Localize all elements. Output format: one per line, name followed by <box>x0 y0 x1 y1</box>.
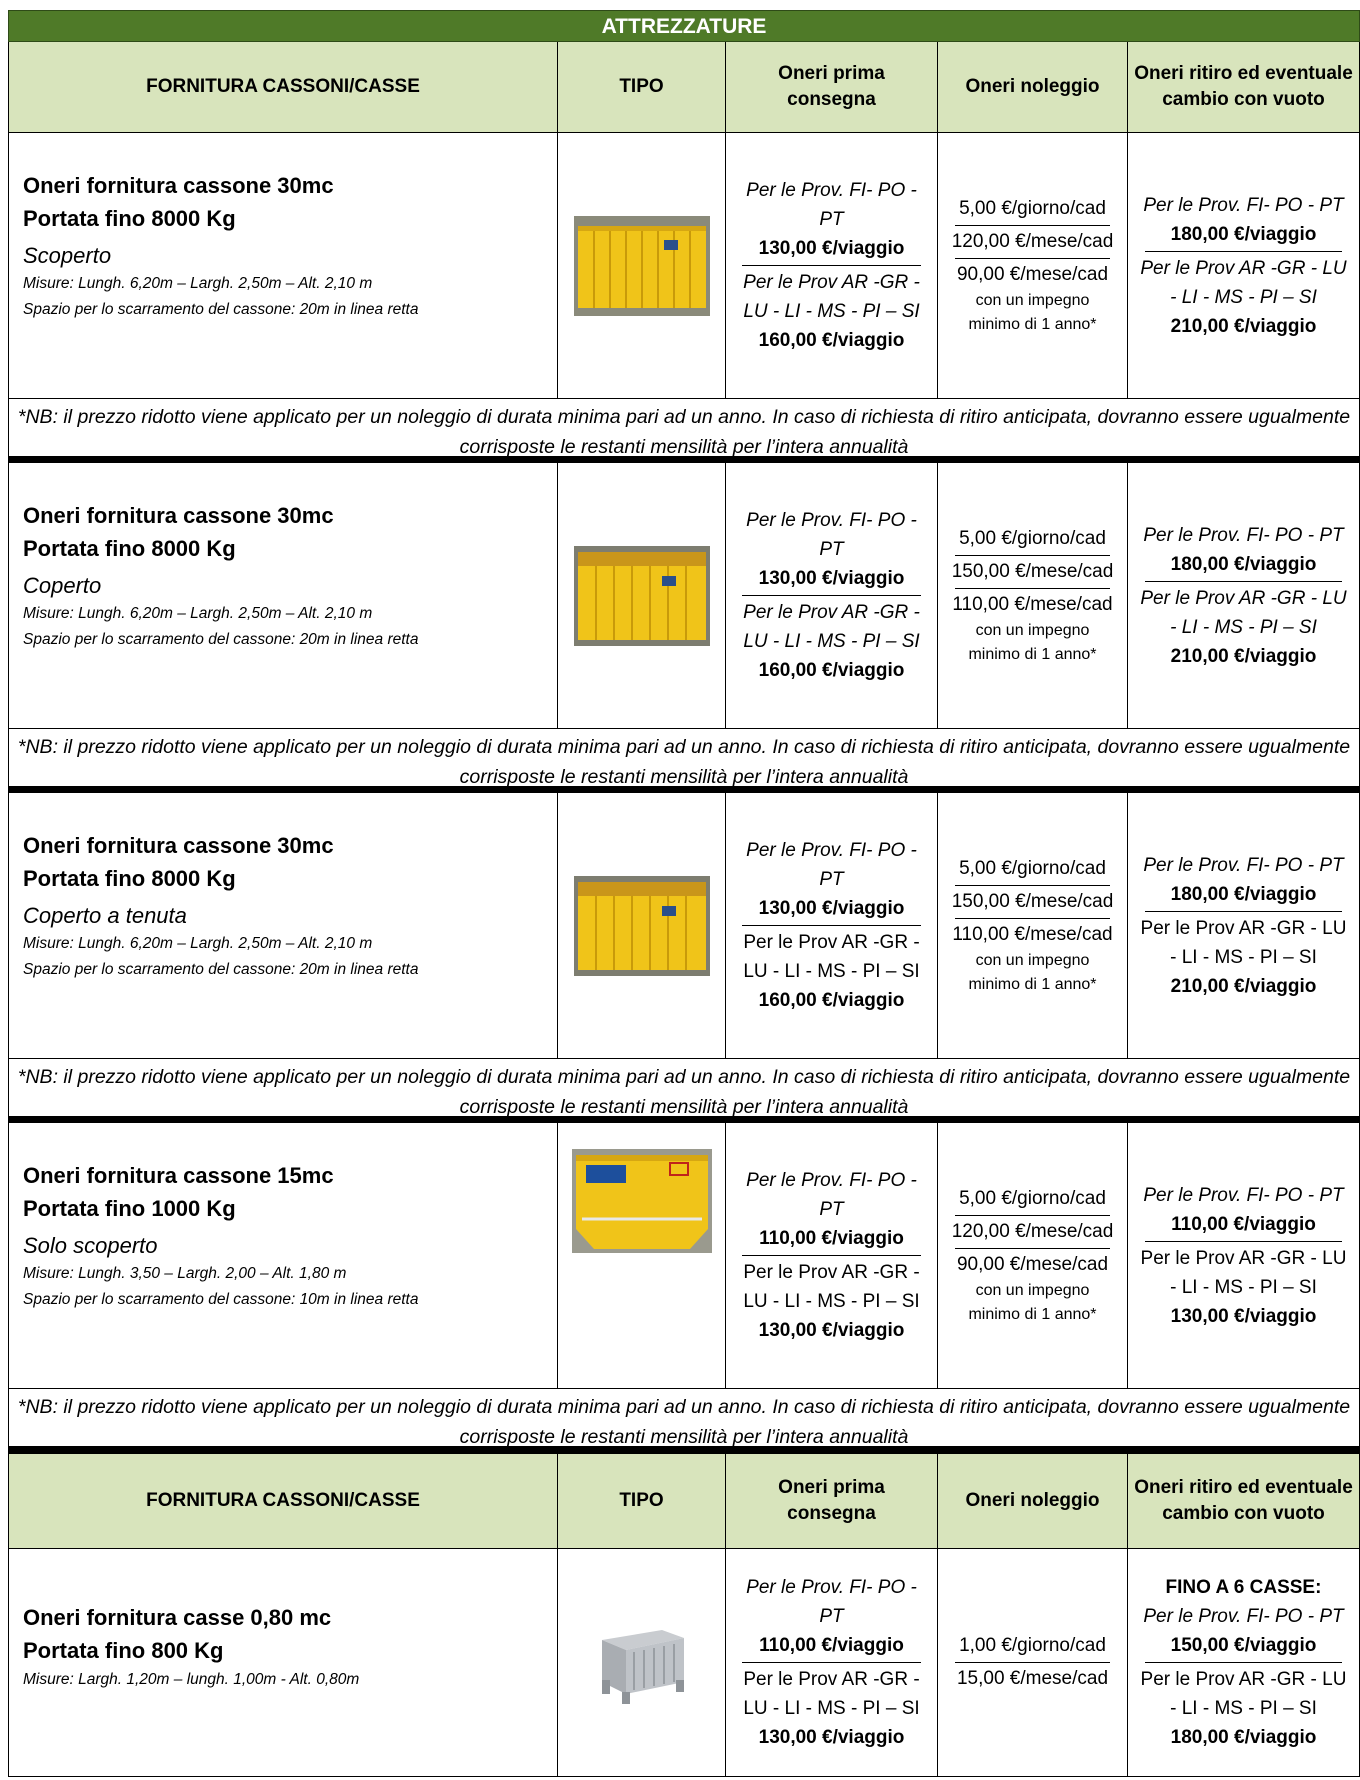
note-text: *NB: il prezzo ridotto viene applicato per un noleggio di durata minima pari ad un anno. In caso di richiesta di ritiro anticipata, dovranno essere ugualmente corrisposte le restanti mensilità per l’intera annualità <box>8 729 1360 793</box>
delivery-area: Per le Prov. FI- PO - PT <box>746 1170 917 1220</box>
product-measures: Misure: Lungh. 6,20m – Largh. 2,50m – Alt. 2,10 m <box>23 275 373 292</box>
pickup-area: Per le Prov. FI- PO - PT <box>1143 854 1344 876</box>
pickup-price: 150,00 €/viaggio <box>1170 1635 1317 1656</box>
delivery-price: 130,00 €/viaggio <box>758 1727 905 1748</box>
table-header <box>8 42 1360 133</box>
product-capacity: Portata fino 1000 Kg <box>23 1196 236 1221</box>
divider <box>742 265 921 266</box>
delivery-area: Per le Prov. FI- PO - PT <box>746 510 917 560</box>
divider <box>955 1248 1110 1249</box>
tipo-cell <box>558 463 726 729</box>
rent-day: 5,00 €/giorno/cad <box>959 1187 1106 1209</box>
pickup-price: 180,00 €/viaggio <box>1170 223 1317 245</box>
divider <box>955 1215 1110 1216</box>
delivery-price: 130,00 €/viaggio <box>758 898 905 919</box>
covered-container-image <box>574 546 710 646</box>
delivery-area: Per le Prov. FI- PO - PT <box>746 1577 917 1627</box>
product-title: Oneri fornitura cassone 30mc <box>23 173 334 198</box>
divider <box>1145 1241 1343 1242</box>
equipment-table <box>8 10 1360 1777</box>
table-row <box>8 793 1360 1059</box>
rent-cell <box>938 793 1128 1059</box>
pickup-area: Per le Prov AR -GR - LU - LI - MS - PI – SI <box>1140 917 1347 968</box>
divider <box>955 1662 1110 1663</box>
divider <box>742 1662 921 1663</box>
divider <box>955 588 1110 589</box>
pickup-cell <box>1128 1123 1360 1389</box>
table-title: ATTREZZATURE <box>8 10 1360 42</box>
delivery-area: Per le Prov AR -GR - LU - LI - MS - PI – SI <box>743 1669 920 1719</box>
tipo-cell <box>558 1549 726 1777</box>
divider <box>742 1255 921 1256</box>
product-measures: Misure: Largh. 1,20m – lungh. 1,00m - Alt. 0,80m <box>23 1671 360 1688</box>
product-space: Spazio per lo scarramento del cassone: 20m in linea retta <box>23 961 419 978</box>
product-space: Spazio per lo scarramento del cassone: 20m in linea retta <box>23 631 419 648</box>
rent-cell <box>938 133 1128 399</box>
divider <box>1145 1662 1343 1663</box>
rent-commitment: con un impegno minimo di 1 anno* <box>968 621 1097 663</box>
rent-commitment: con un impegno minimo di 1 anno* <box>968 1281 1097 1323</box>
rent-day: 5,00 €/giorno/cad <box>959 197 1106 219</box>
product-description <box>8 1123 558 1389</box>
pickup-price: 180,00 €/viaggio <box>1170 553 1317 575</box>
rent-cell <box>938 1549 1128 1777</box>
rent-year: 110,00 €/mese/cad <box>952 593 1113 615</box>
product-variant: Solo scoperto <box>23 1233 158 1258</box>
delivery-price: 130,00 €/viaggio <box>758 1320 905 1341</box>
delivery-price: 130,00 €/viaggio <box>758 238 905 259</box>
delivery-cell <box>726 1549 938 1777</box>
product-variant: Scoperto <box>23 243 112 268</box>
product-capacity: Portata fino 8000 Kg <box>23 536 236 561</box>
delivery-price: 160,00 €/viaggio <box>758 660 905 681</box>
divider <box>955 918 1110 919</box>
rent-commitment: con un impegno minimo di 1 anno* <box>968 291 1097 333</box>
table-row <box>8 133 1360 399</box>
delivery-cell <box>726 463 938 729</box>
table-header-casse <box>8 1453 1360 1549</box>
delivery-cell <box>726 793 938 1059</box>
pickup-area: Per le Prov AR -GR - LU - LI - MS - PI – SI <box>1140 587 1347 638</box>
rent-day: 1,00 €/giorno/cad <box>959 1635 1106 1656</box>
delivery-area: Per le Prov. FI- PO - PT <box>746 840 917 890</box>
divider <box>955 258 1110 259</box>
note-text: *NB: il prezzo ridotto viene applicato per un noleggio di durata minima pari ad un anno. In caso di richiesta di ritiro anticipata, dovranno essere ugualmente corrisposte le restanti mensilità per l’intera annualità <box>8 399 1360 463</box>
rent-cell <box>938 463 1128 729</box>
header-prima-consegna: Oneri prima consegna <box>726 1454 938 1549</box>
pickup-area: Per le Prov AR -GR - LU - LI - MS - PI – SI <box>1140 1669 1347 1719</box>
product-space: Spazio per lo scarramento del cassone: 10m in linea retta <box>23 1291 419 1308</box>
product-title: Oneri fornitura cassone 30mc <box>23 503 334 528</box>
divider <box>1145 251 1343 252</box>
pickup-price: 180,00 €/viaggio <box>1170 883 1317 905</box>
pickup-cell <box>1128 133 1360 399</box>
pickup-area: Per le Prov. FI- PO - PT <box>1143 524 1344 546</box>
product-measures: Misure: Lungh. 6,20m – Largh. 2,50m – Alt. 2,10 m <box>23 605 373 622</box>
rent-day: 5,00 €/giorno/cad <box>959 527 1106 549</box>
product-title: Oneri fornitura cassone 30mc <box>23 833 334 858</box>
delivery-price: 110,00 €/viaggio <box>759 1635 904 1656</box>
product-description <box>8 463 558 729</box>
rent-year: 90,00 €/mese/cad <box>956 1253 1109 1275</box>
table-row <box>8 463 1360 729</box>
product-description <box>8 793 558 1059</box>
rent-cell <box>938 1123 1128 1389</box>
pickup-price: 130,00 €/viaggio <box>1170 1305 1317 1327</box>
delivery-cell <box>726 1123 938 1389</box>
open-container-image <box>574 216 710 316</box>
pickup-price: 210,00 €/viaggio <box>1170 315 1317 337</box>
sealed-container-image <box>574 876 710 976</box>
divider <box>1145 911 1343 912</box>
header-fornitura: FORNITURA CASSONI/CASSE <box>8 42 558 133</box>
rent-commitment: con un impegno minimo di 1 anno* <box>968 951 1097 993</box>
divider <box>742 925 921 926</box>
tipo-cell <box>558 1123 726 1389</box>
header-fornitura: FORNITURA CASSONI/CASSE <box>8 1454 558 1549</box>
table-row <box>8 1549 1360 1777</box>
header-ritiro: Oneri ritiro ed eventuale cambio con vuoto <box>1128 1454 1360 1549</box>
plastic-crate-image <box>592 1620 692 1706</box>
delivery-price: 160,00 €/viaggio <box>758 330 905 351</box>
pickup-area: Per le Prov AR -GR - LU - LI - MS - PI – SI <box>1140 257 1347 308</box>
rent-month: 120,00 €/mese/cad <box>951 1220 1114 1242</box>
pickup-area: Per le Prov AR -GR - LU - LI - MS - PI – SI <box>1140 1247 1347 1298</box>
product-capacity: Portata fino 8000 Kg <box>23 866 236 891</box>
pickup-heading: FINO A 6 CASSE: <box>1165 1577 1322 1598</box>
divider <box>955 225 1110 226</box>
header-noleggio: Oneri noleggio <box>938 42 1128 133</box>
divider <box>955 885 1110 886</box>
small-container-image <box>572 1149 712 1253</box>
pickup-cell <box>1128 1549 1360 1777</box>
divider <box>1145 581 1343 582</box>
note-text: *NB: il prezzo ridotto viene applicato per un noleggio di durata minima pari ad un anno. In caso di richiesta di ritiro anticipata, dovranno essere ugualmente corrisposte le restanti mensilità per l’intera annualità <box>8 1389 1360 1453</box>
header-noleggio: Oneri noleggio <box>938 1454 1128 1549</box>
product-description <box>8 133 558 399</box>
divider <box>742 595 921 596</box>
product-capacity: Portata fino 800 Kg <box>23 1638 224 1663</box>
pickup-price: 210,00 €/viaggio <box>1170 975 1317 997</box>
pickup-price: 180,00 €/viaggio <box>1170 1727 1317 1748</box>
header-tipo: TIPO <box>558 42 726 133</box>
rent-month: 120,00 €/mese/cad <box>951 230 1114 252</box>
tipo-cell <box>558 793 726 1059</box>
pickup-price: 110,00 €/viaggio <box>1171 1213 1316 1235</box>
delivery-area: Per le Prov. FI- PO - PT <box>746 180 917 230</box>
product-title: Oneri fornitura casse 0,80 mc <box>23 1605 332 1630</box>
divider <box>955 555 1110 556</box>
pickup-cell <box>1128 793 1360 1059</box>
header-tipo: TIPO <box>558 1454 726 1549</box>
pickup-price: 210,00 €/viaggio <box>1170 645 1317 667</box>
delivery-area: Per le Prov AR -GR - LU - LI - MS - PI – SI <box>743 272 920 322</box>
delivery-price: 130,00 €/viaggio <box>758 568 905 589</box>
table-row <box>8 1123 1360 1389</box>
delivery-price: 110,00 €/viaggio <box>759 1228 904 1249</box>
product-measures: Misure: Lungh. 6,20m – Largh. 2,50m – Alt. 2,10 m <box>23 935 373 952</box>
tipo-cell <box>558 133 726 399</box>
rent-month: 15,00 €/mese/cad <box>956 1668 1109 1689</box>
delivery-area: Per le Prov AR -GR - LU - LI - MS - PI – SI <box>743 602 920 652</box>
product-capacity: Portata fino 8000 Kg <box>23 206 236 231</box>
delivery-area: Per le Prov AR -GR - LU - LI - MS - PI – SI <box>743 1262 920 1312</box>
header-prima-consegna: Oneri prima consegna <box>726 42 938 133</box>
pickup-area: Per le Prov. FI- PO - PT <box>1143 1606 1344 1627</box>
rent-day: 5,00 €/giorno/cad <box>959 857 1106 879</box>
rent-month: 150,00 €/mese/cad <box>951 890 1114 912</box>
product-description <box>8 1549 558 1777</box>
delivery-cell <box>726 133 938 399</box>
product-variant: Coperto a tenuta <box>23 903 187 928</box>
delivery-price: 160,00 €/viaggio <box>758 990 905 1011</box>
header-ritiro: Oneri ritiro ed eventuale cambio con vuoto <box>1128 42 1360 133</box>
pickup-cell <box>1128 463 1360 729</box>
delivery-area: Per le Prov AR -GR - LU - LI - MS - PI – SI <box>743 932 920 982</box>
pickup-area: Per le Prov. FI- PO - PT <box>1143 194 1344 216</box>
product-variant: Coperto <box>23 573 102 598</box>
pickup-area: Per le Prov. FI- PO - PT <box>1143 1184 1344 1206</box>
note-text: *NB: il prezzo ridotto viene applicato per un noleggio di durata minima pari ad un anno. In caso di richiesta di ritiro anticipata, dovranno essere ugualmente corrisposte le restanti mensilità per l’intera annualità <box>8 1059 1360 1123</box>
product-space: Spazio per lo scarramento del cassone: 20m in linea retta <box>23 301 419 318</box>
product-title: Oneri fornitura cassone 15mc <box>23 1163 334 1188</box>
rent-year: 110,00 €/mese/cad <box>952 923 1113 945</box>
rent-year: 90,00 €/mese/cad <box>956 263 1109 285</box>
product-measures: Misure: Lungh. 3,50 – Largh. 2,00 – Alt. 1,80 m <box>23 1265 347 1282</box>
rent-month: 150,00 €/mese/cad <box>951 560 1114 582</box>
